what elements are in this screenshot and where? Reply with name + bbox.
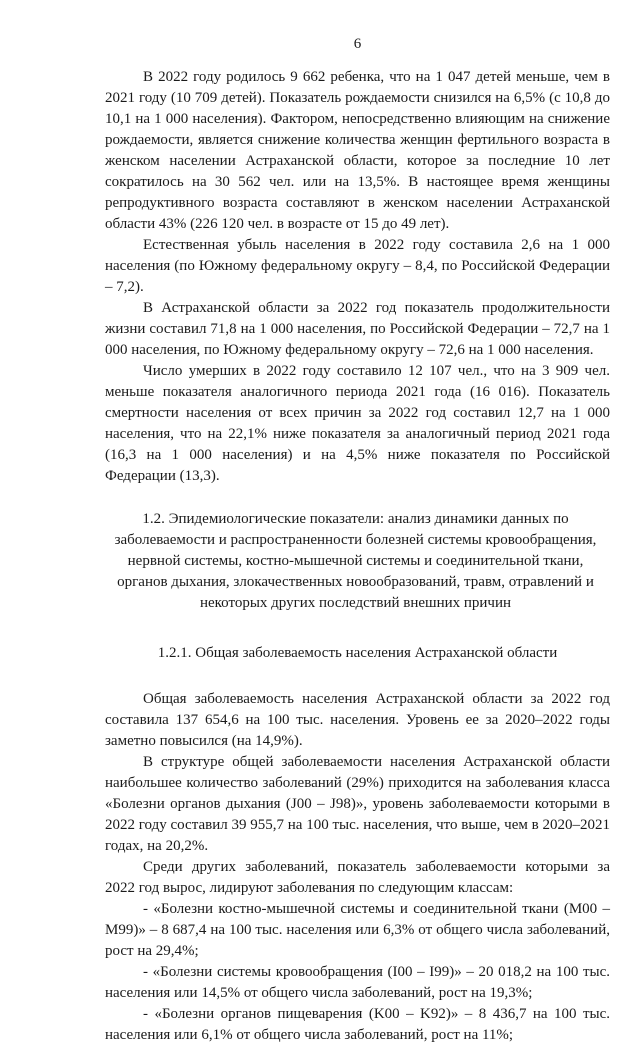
paragraph-natural-decline: Естественная убыль населения в 2022 году составила 2,6 на 1 000 населения (по Южному федеральному округу – 8,4, по Российской Федерации – 7,2). [105,237,610,295]
page-number: 6 [353,36,362,52]
paragraph-morbidity-structure: В структуре общей заболеваемости населения Астраханской области наибольшее количество заболеваний (29%) приходится на заболевания класса «Болезни органов дыхания (J00 – J98)», уровень заболеваемости которыми в 2022 году составил 39 955,7 на 100 тыс. населения, что выше, чем в 2020–2021 годах, на 20,2%. [105,754,610,854]
paragraph-mortality: Число умерших в 2022 году составило 12 107 чел., что на 3 909 чел. меньше показателя аналогичного периода 2021 года (16 016). Показатель смертности населения от всех причин за 2022 год составил 12,7 на 1 000 населения, что на 22,1% ниже показателя за аналогичный период 2021 года (16,3 на 1 000 населения) и на 4,5% ниже показателя по Российской Федерации (13,3). [105,363,610,484]
paragraph-life-expectancy: В Астраханской области за 2022 год показатель продолжительности жизни составил 71,8 на 1 000 населения, по Российской Федерации – 72,7 на 1 000 населения, по Южному федеральному округу – 72,6 на 1 000 населения. [105,300,610,358]
section-heading: 1.2. Эпидемиологические показатели: анализ динамики данных по заболеваемости и распространенности болезней системы кровообращения, нервной системы, костно-мышечной системы и соединительной ткани, органов дыхания, злокачественных новообразований, травм, отравлений и некоторых других последствий внешних причин [114,511,597,611]
list-item: - «Болезни системы кровообращения (I00 – I99)» – 20 018,2 на 100 тыс. населения или 14,5% от общего числа заболеваний, рост на 19,3%; [105,964,610,1001]
spacer [105,664,610,689]
paragraph-general-morbidity: Общая заболеваемость населения Астраханской области за 2022 год составила 137 654,6 на 100 тыс. населения. Уровень ее за 2020–2022 годы заметно повысился (на 14,9%). [105,691,610,749]
list-item: - «Болезни органов пищеварения (K00 – K92)» – 8 436,7 на 100 тыс. населения или 6,1% от общего числа заболеваний, рост на 11%; [105,1006,610,1043]
paragraph-other-diseases: Среди других заболеваний, показатель заболеваемости которыми за 2022 год вырос, лидируют заболевания по следующим классам: [105,859,610,896]
paragraph-birth-rate: В 2022 году родилось 9 662 ребенка, что на 1 047 детей меньше, чем в 2021 году (10 709 детей). Показатель рождаемости снизился на 6,5% (с 10,8 до 10,1 на 1 000 населения). Фактором, непосредственно влияющим на снижение рождаемости, является снижение количества женщин фертильного возраста в женском населении Астраханской области, которое за последние 10 лет сократилось на 30 562 чел. или на 13,5%. В настоящее время женщины репродуктивного возраста составляют в женском населении Астраханской области 43% (226 120 чел. в возрасте от 15 до 49 лет). [105,69,610,232]
list-item: - «Болезни костно-мышечной системы и соединительной ткани (M00 – M99)» – 8 687,4 на 100 тыс. населения или 6,3% от общего числа заболеваний, рост на 29,4%; [105,901,610,959]
subsection-heading: 1.2.1. Общая заболеваемость населения Астраханской области [157,645,558,661]
